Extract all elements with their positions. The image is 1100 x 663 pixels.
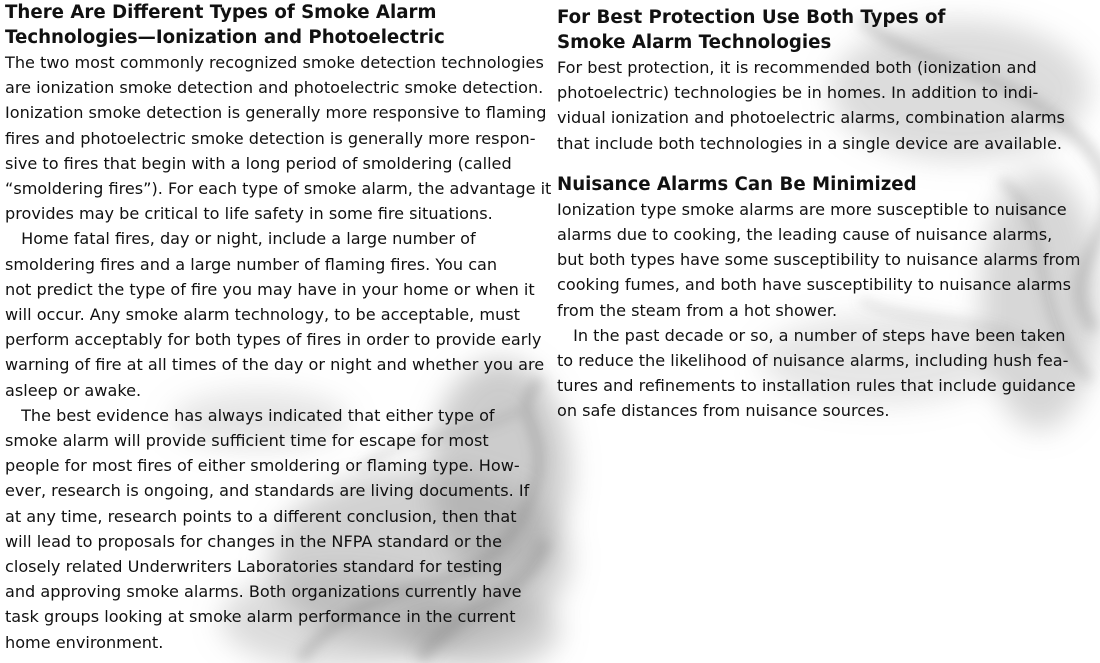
text-line: will lead to proposals for changes in the NFPA standard or the xyxy=(5,531,503,551)
text-line: ever, research is ongoing, and standards are living documents. If xyxy=(5,481,530,501)
text-line: asleep or awake. xyxy=(5,380,142,400)
left-heading xyxy=(5,0,545,50)
text-line: “smoldering fires”). For each type of smoke alarm, the advantage it xyxy=(5,179,552,199)
nuisance-heading-line: Nuisance Alarms Can Be Minimized xyxy=(557,173,917,195)
text-line: at any time, research points to a different conclusion, then that xyxy=(5,506,517,526)
text-line: will occur. Any smoke alarm technology, to be acceptable, must xyxy=(5,305,520,325)
text-line: Ionization smoke detection is generally more responsive to flaming xyxy=(5,103,547,123)
text-line: but both types have some susceptibility to nuisance alarms from xyxy=(557,250,1081,270)
text-line: that include both technologies in a single device are available. xyxy=(557,133,1063,153)
text-line: smoldering fires and a large number of flaming fires. You can xyxy=(5,254,498,274)
protection-paragraph xyxy=(557,55,1097,156)
text-line: on safe distances from nuisance sources. xyxy=(557,401,890,421)
text-line: home environment. xyxy=(5,632,164,652)
text-line: The two most commonly recognized smoke detection technologies xyxy=(5,53,544,72)
left-heading-line: There Are Different Types of Smoke Alarm xyxy=(5,2,437,23)
left-paragraph-3 xyxy=(5,403,545,655)
text-line: closely related Underwriters Laboratories standard for testing xyxy=(5,557,503,577)
text-line: Ionization type smoke alarms are more susceptible to nuisance xyxy=(557,199,1067,219)
text-line: In the past decade or so, a number of steps have been taken xyxy=(557,325,1066,345)
text-line: For best protection, it is recommended both (ionization and xyxy=(557,58,1037,77)
text-line: provides may be critical to life safety in some fire situations. xyxy=(5,204,493,224)
left-heading-line: Technologies—Ionization and Photoelectric xyxy=(5,27,445,48)
nuisance-heading xyxy=(557,172,1097,197)
text-line: tures and refinements to installation rules that include guidance xyxy=(557,376,1076,396)
text-line: from the steam from a hot shower. xyxy=(557,300,838,320)
text-line: Home fatal fires, day or night, include a large number of xyxy=(5,229,476,249)
protection-heading xyxy=(557,5,1097,55)
text-line: not predict the type of fire you may have in your home or when it xyxy=(5,279,535,299)
text-line: smoke alarm will provide sufficient time for escape for most xyxy=(5,431,489,451)
text-line: perform acceptably for both types of fires in order to provide early xyxy=(5,330,542,350)
protection-heading-line: For Best Protection Use Both Types of xyxy=(557,7,946,28)
nuisance-paragraph-2 xyxy=(557,323,1097,424)
text-line: fires and photoelectric smoke detection is generally more respon- xyxy=(5,128,536,148)
left-paragraph-2 xyxy=(5,226,545,402)
right-column xyxy=(557,0,1097,424)
text-line: warning of fire at all times of the day or night and whether you are xyxy=(5,355,545,375)
text-line: The best evidence has always indicated that either type of xyxy=(5,405,495,425)
text-line: are ionization smoke detection and photoelectric smoke detection. xyxy=(5,78,544,98)
text-line: photoelectric) technologies be in homes. In addition to indi- xyxy=(557,83,1039,103)
left-paragraph-1 xyxy=(5,50,552,226)
protection-heading-line: Smoke Alarm Technologies xyxy=(557,32,832,53)
text-line: cooking fumes, and both have susceptibility to nuisance alarms xyxy=(557,275,1071,295)
text-line: sive to fires that begin with a long period of smoldering (called xyxy=(5,153,512,173)
section-gap xyxy=(557,156,1097,172)
text-line: task groups looking at smoke alarm performance in the current xyxy=(5,607,516,627)
text-line: to reduce the likelihood of nuisance alarms, including hush fea- xyxy=(557,351,1069,371)
text-line: people for most fires of either smoldering or flaming type. How- xyxy=(5,456,520,476)
text-line: and approving smoke alarms. Both organizations currently have xyxy=(5,582,522,602)
nuisance-paragraph-1 xyxy=(557,197,1097,323)
text-line: alarms due to cooking, the leading cause of nuisance alarms, xyxy=(557,225,1053,245)
left-column xyxy=(5,0,552,655)
text-line: vidual ionization and photoelectric alarms, combination alarms xyxy=(557,108,1065,128)
